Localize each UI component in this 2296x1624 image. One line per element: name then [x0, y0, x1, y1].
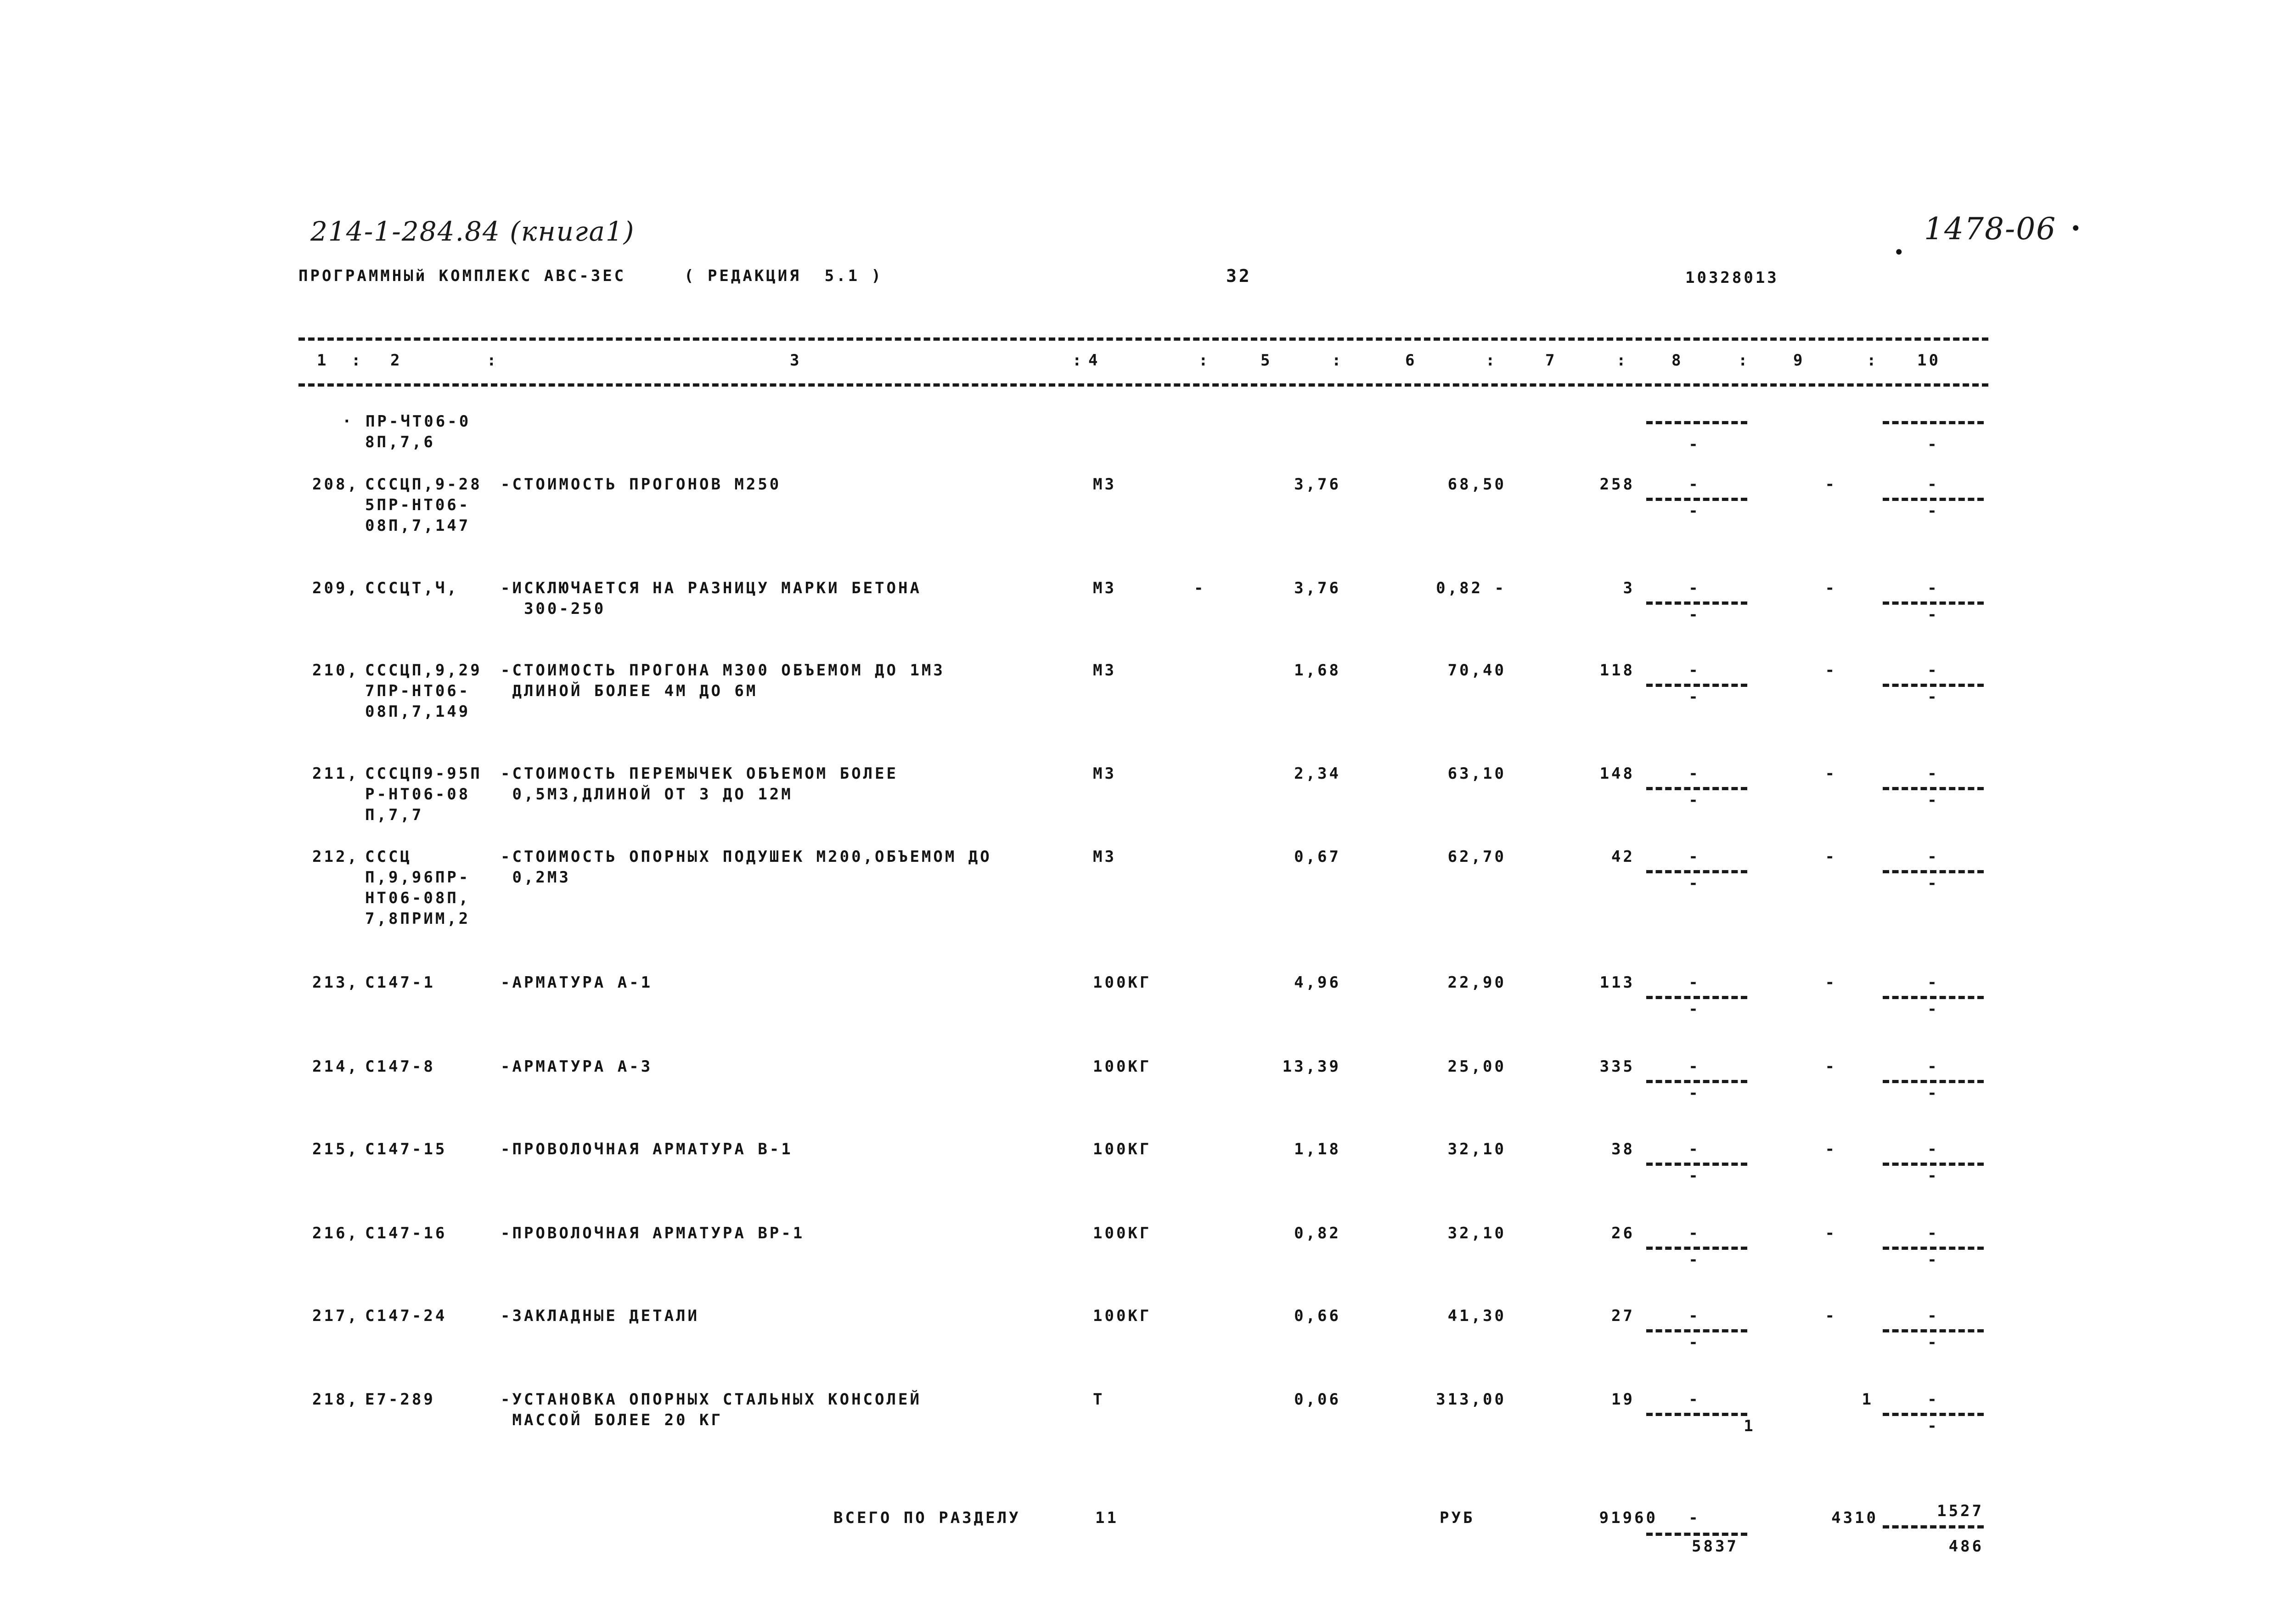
- unit-price-cell: 25,00: [1447, 1057, 1506, 1076]
- col10-bottom: -: [1927, 874, 1939, 893]
- total-col8-top: -: [1688, 1509, 1700, 1527]
- col8-top: -: [1688, 973, 1700, 992]
- description-line: 0,2М3: [501, 868, 571, 887]
- column-header-8: 8: [1671, 351, 1683, 370]
- price-code-line: С147-24: [365, 1307, 447, 1325]
- col9-value: -: [1825, 1057, 1837, 1076]
- price-code-line: П,7,7: [365, 806, 424, 824]
- quantity-cell: 2,34: [1294, 764, 1341, 783]
- quantity-cell: 0,66: [1294, 1307, 1341, 1325]
- total-col10-top: 1527: [1937, 1502, 1984, 1520]
- column-header-1: 1: [317, 351, 329, 370]
- col9-value: 1: [1862, 1390, 1874, 1409]
- col10-top: -: [1927, 973, 1939, 992]
- unit-cell: 100КГ: [1093, 973, 1152, 992]
- bullet-mark: •: [1894, 243, 1904, 262]
- col10-top: -: [1927, 579, 1939, 597]
- col9-value: -: [1825, 1140, 1837, 1158]
- description-line: -ПРОВОЛОЧНАЯ АРМАТУРА В-1: [501, 1140, 793, 1158]
- col10-bottom: -: [1927, 1084, 1939, 1102]
- unit-cell: Т: [1093, 1390, 1105, 1409]
- column-separator: :: [1199, 351, 1210, 370]
- quantity-cell: 13,39: [1282, 1057, 1341, 1076]
- row-number: 215,: [312, 1140, 359, 1158]
- column-header-3: 3: [790, 351, 802, 370]
- col8-top: -: [1688, 1390, 1700, 1409]
- unit-price-cell: 68,50: [1447, 475, 1506, 494]
- price-code-line: · ПР-ЧТ06-0: [342, 412, 471, 431]
- quantity-cell: 0,82: [1294, 1224, 1341, 1242]
- row-number: 216,: [312, 1224, 359, 1242]
- col8-bottom: -: [1688, 1251, 1700, 1269]
- price-code-line: Р-НТ06-08: [365, 785, 471, 804]
- unit-price-cell: 32,10: [1447, 1140, 1506, 1158]
- description-line: 300-250: [501, 600, 606, 618]
- page-number: 32: [1226, 266, 1252, 286]
- column-separator: :: [1486, 351, 1497, 370]
- handwritten-doc-ref: 214-1-284.84 (книга1): [310, 216, 635, 247]
- quantity-cell: 3,76: [1294, 475, 1341, 494]
- column-separator: :: [1616, 351, 1628, 370]
- unit-price-cell: 70,40: [1447, 661, 1506, 680]
- column-separator: :: [351, 351, 363, 370]
- quantity-cell: 1,18: [1294, 1140, 1341, 1158]
- col8-top: -: [1688, 661, 1700, 680]
- price-code-line: СССЦП,9,29: [365, 661, 482, 680]
- column-separator: :: [1072, 351, 1084, 370]
- col8-top: -: [1688, 475, 1700, 494]
- description-line: -СТОИМОСТЬ ОПОРНЫХ ПОДУШЕК М200,ОБЪЕМОМ ДО: [501, 848, 992, 866]
- price-code-line: СССЦТ,Ч,: [365, 579, 459, 597]
- unit-cell: 100КГ: [1093, 1307, 1152, 1325]
- col10-top: -: [1927, 475, 1939, 494]
- total-cell: 26: [1611, 1224, 1635, 1242]
- handwritten-sheet-code: 1478-06: [1924, 211, 2057, 247]
- col8-bottom: -: [1688, 1084, 1700, 1102]
- col10-bottom: -: [1927, 435, 1939, 454]
- total-cell: 258: [1599, 475, 1635, 494]
- price-code-line: 8П,7,6: [365, 433, 435, 451]
- row-number: 208,: [312, 475, 359, 494]
- col10-top: -: [1927, 848, 1939, 866]
- col10-bottom: -: [1927, 1251, 1939, 1269]
- bullet-mark: •: [2071, 219, 2081, 238]
- total-col8-rule: [1646, 1533, 1747, 1536]
- price-code-line: С147-8: [365, 1057, 435, 1076]
- description-line: МАССОЙ БОЛЕЕ 20 КГ: [501, 1411, 723, 1429]
- description-line: -СТОИМОСТЬ ПЕРЕМЫЧЕК ОБЪЕМОМ БОЛЕЕ: [501, 764, 898, 783]
- total-cell: 19: [1611, 1390, 1635, 1409]
- col10-top: -: [1927, 1057, 1939, 1076]
- col8-top: -: [1688, 1224, 1700, 1242]
- column-separator: :: [487, 351, 499, 370]
- col8-bottom: -: [1688, 606, 1700, 624]
- column-header-4: 4: [1088, 351, 1100, 370]
- col8-top: -: [1688, 848, 1700, 866]
- unit-cell: 100КГ: [1093, 1057, 1152, 1076]
- col9-value: -: [1825, 764, 1837, 783]
- unit-price-cell: 63,10: [1447, 764, 1506, 783]
- col8-bottom: -: [1688, 1000, 1700, 1018]
- row-number: 213,: [312, 973, 359, 992]
- total-cell: 42: [1611, 848, 1635, 866]
- row-number: 218,: [312, 1390, 359, 1409]
- unit-cell: М3: [1093, 764, 1116, 783]
- unit-cell: М3: [1093, 661, 1116, 680]
- col9-value: -: [1825, 661, 1837, 680]
- col8-rule: [1646, 421, 1747, 424]
- price-code-line: С147-1: [365, 973, 435, 992]
- col9-value: -: [1825, 1307, 1837, 1325]
- program-title: ПРОГРАММНЫй КОМПЛЕКС АВС-3ЕС: [298, 267, 626, 285]
- col10-bottom: -: [1927, 791, 1939, 809]
- price-code-line: СССЦП,9-28: [365, 475, 482, 494]
- price-code-line: С147-16: [365, 1224, 447, 1242]
- row-number: 214,: [312, 1057, 359, 1076]
- description-line: -СТОИМОСТЬ ПРОГОНА М300 ОБЪЕМОМ ДО 1М3: [501, 661, 945, 680]
- description-line: -СТОИМОСТЬ ПРОГОНОВ М250: [501, 475, 782, 494]
- price-code-line: 08П,7,147: [365, 517, 471, 535]
- col10-bottom: -: [1927, 688, 1939, 706]
- price-code-line: 7ПР-НТ06-: [365, 682, 471, 700]
- col10-rule: [1883, 421, 1984, 424]
- description-line: -УСТАНОВКА ОПОРНЫХ СТАЛЬНЫХ КОНСОЛЕЙ: [501, 1390, 922, 1409]
- description-line: 0,5М3,ДЛИНОЙ ОТ 3 ДО 12М: [501, 785, 793, 804]
- col8-top: -: [1688, 764, 1700, 783]
- col8-bottom: -: [1688, 791, 1700, 809]
- column-5-mark: -: [1194, 579, 1206, 597]
- document-code: 10328013: [1685, 269, 1779, 287]
- unit-price-cell: 62,70: [1447, 848, 1506, 866]
- column-header-7: 7: [1545, 351, 1557, 370]
- quantity-cell: 1,68: [1294, 661, 1341, 680]
- price-code-line: НТ06-08П,: [365, 889, 471, 907]
- unit-cell: М3: [1093, 579, 1116, 597]
- header-rule-bottom: [298, 383, 1988, 387]
- price-code-line: 5ПР-НТ06-: [365, 496, 471, 514]
- col8-bottom: -: [1688, 688, 1700, 706]
- row-number: 209,: [312, 579, 359, 597]
- total-cell: 27: [1611, 1307, 1635, 1325]
- col10-bottom: -: [1927, 1333, 1939, 1352]
- price-code-line: П,9,96ПР-: [365, 868, 471, 887]
- col10-top: -: [1927, 1140, 1939, 1158]
- unit-cell: 100КГ: [1093, 1140, 1152, 1158]
- unit-cell: 100КГ: [1093, 1224, 1152, 1242]
- col8-bottom: -: [1688, 1333, 1700, 1352]
- col9-value: -: [1825, 579, 1837, 597]
- total-cell: 38: [1611, 1140, 1635, 1158]
- currency-label: РУБ: [1440, 1509, 1475, 1527]
- header-rule-top: [298, 337, 1988, 341]
- column-header-6: 6: [1405, 351, 1417, 370]
- column-separator: :: [1738, 351, 1750, 370]
- description-line: -АРМАТУРА А-1: [501, 973, 653, 992]
- unit-price-cell: 32,10: [1447, 1224, 1506, 1242]
- row-number: 211,: [312, 764, 359, 783]
- description-line: -ПРОВОЛОЧНАЯ АРМАТУРА ВР-1: [501, 1224, 805, 1242]
- price-code-line: С147-15: [365, 1140, 447, 1158]
- total-col10-bottom: 486: [1948, 1537, 1984, 1556]
- total-col8-bottom: 5837: [1692, 1537, 1739, 1556]
- col9-value: -: [1825, 973, 1837, 992]
- column-header-2: 2: [390, 351, 402, 370]
- section-number: 11: [1095, 1509, 1119, 1527]
- section-total-label: ВСЕГО ПО РАЗДЕЛУ: [833, 1509, 1021, 1527]
- quantity-cell: 3,76: [1294, 579, 1341, 597]
- total-cell: 148: [1599, 764, 1635, 783]
- col8-top: -: [1688, 1057, 1700, 1076]
- column-separator: :: [1867, 351, 1879, 370]
- total-cell: 118: [1599, 661, 1635, 680]
- total-cell: 113: [1599, 973, 1635, 992]
- row-number: 217,: [312, 1307, 359, 1325]
- row-number: 212,: [312, 848, 359, 866]
- unit-price-cell: 0,82 -: [1436, 579, 1506, 597]
- col10-top: -: [1927, 1307, 1939, 1325]
- unit-cell: М3: [1093, 848, 1116, 866]
- price-code-line: Е7-289: [365, 1390, 435, 1409]
- col9-value: -: [1825, 475, 1837, 494]
- total-cell: 3: [1623, 579, 1635, 597]
- unit-price-cell: 313,00: [1436, 1390, 1506, 1409]
- price-code-line: 7,8ПРИМ,2: [365, 910, 471, 928]
- col10-top: -: [1927, 764, 1939, 783]
- col10-bottom: -: [1927, 1000, 1939, 1018]
- column-header-5: 5: [1261, 351, 1272, 370]
- col10-top: -: [1927, 661, 1939, 680]
- col10-bottom: -: [1927, 502, 1939, 520]
- description-line: -ИСКЛЮЧАЕТСЯ НА РАЗНИЦУ МАРКИ БЕТОНА: [501, 579, 922, 597]
- total-col10-rule: [1883, 1525, 1984, 1528]
- col9-value: -: [1825, 1224, 1837, 1242]
- total-cell: 335: [1599, 1057, 1635, 1076]
- price-code-line: СССЦ: [365, 848, 412, 866]
- col8-bottom: -: [1688, 435, 1700, 454]
- description-line: ДЛИНОЙ БОЛЕЕ 4М ДО 6М: [501, 682, 758, 700]
- quantity-cell: 4,96: [1294, 973, 1341, 992]
- column-separator: :: [1332, 351, 1344, 370]
- description-line: -АРМАТУРА А-3: [501, 1057, 653, 1076]
- col8-top: -: [1688, 1140, 1700, 1158]
- col8-bottom: -: [1688, 1167, 1700, 1185]
- price-code-line: 08П,7,149: [365, 702, 471, 721]
- col8-bottom: -: [1688, 502, 1700, 520]
- section-total-value: 91960: [1599, 1509, 1658, 1527]
- col10-bottom: -: [1927, 606, 1939, 624]
- col8-top: -: [1688, 579, 1700, 597]
- row-number: 210,: [312, 661, 359, 680]
- unit-price-cell: 22,90: [1447, 973, 1506, 992]
- column-header-9: 9: [1793, 351, 1805, 370]
- edition-label: ( РЕДАКЦИЯ 5.1 ): [684, 267, 883, 285]
- price-code-line: СССЦП9-95П: [365, 764, 482, 783]
- col8-bottom: 1: [1744, 1417, 1756, 1435]
- col10-top: -: [1927, 1390, 1939, 1409]
- unit-price-cell: 41,30: [1447, 1307, 1506, 1325]
- col10-bottom: -: [1927, 1167, 1939, 1185]
- unit-cell: М3: [1093, 475, 1116, 494]
- col8-bottom: -: [1688, 874, 1700, 893]
- col8-top: -: [1688, 1307, 1700, 1325]
- col9-value: -: [1825, 848, 1837, 866]
- total-col9: 4310: [1831, 1509, 1878, 1527]
- column-header-10: 10: [1917, 351, 1941, 370]
- description-line: -ЗАКЛАДНЫЕ ДЕТАЛИ: [501, 1307, 699, 1325]
- quantity-cell: 0,67: [1294, 848, 1341, 866]
- col10-bottom: -: [1927, 1417, 1939, 1435]
- col10-top: -: [1927, 1224, 1939, 1242]
- quantity-cell: 0,06: [1294, 1390, 1341, 1409]
